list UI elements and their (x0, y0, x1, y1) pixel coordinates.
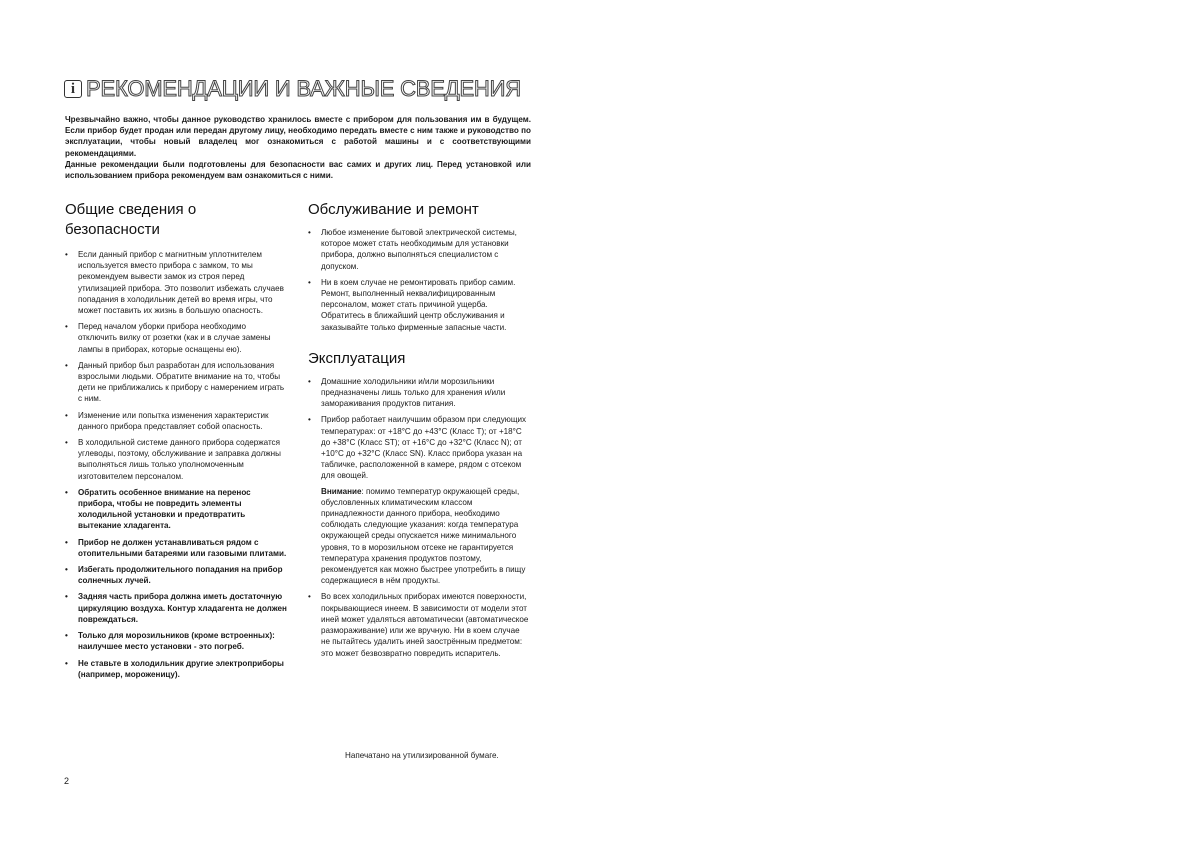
list-item-bold: • Задняя часть прибора должна иметь достаточную циркуляцию воздуха. Контур хладагента не должен повреждаться. (65, 591, 287, 625)
heading-usage: Эксплуатация (308, 349, 406, 367)
general-safety-list (65, 249, 287, 680)
list-item-bold: • Не ставьте в холодильник другие электроприборы (например, мороженицу). (65, 658, 287, 680)
page-title: РЕКОМЕНДАЦИИ И ВАЖНЫЕ СВЕДЕНИЯ (86, 76, 521, 101)
heading-general-safety: Общие сведения о безопасности (65, 201, 197, 238)
list-item: • Изменение или попытка изменения характеристик данного прибора представляет собой опасность. (65, 410, 287, 432)
attention-note (308, 486, 530, 587)
list-item: • Во всех холодильных приборах имеются поверхности, покрывающиеся инеем. В зависимости от модели этот иней может удаляться автоматически (автоматическое размораживание) или же вручную. Ни в коем случае не пытайтесь удалить иней заострённым предметом: это может безвозвратно повредить испаритель. (308, 591, 530, 658)
usage-list-continued (308, 591, 530, 658)
list-item-bold: • Обратить особенное внимание на перенос прибора, чтобы не повредить элементы холодильной установки и предотвратить вытекание хладагента. (65, 487, 287, 532)
list-item-bold: • Только для морозильников (кроме встроенных): наилучшее место установки - это погреб. (65, 630, 287, 652)
list-item: • В холодильной системе данного прибора содержатся углеводы, поэтому, обслуживание и заправка должны выполняться лишь только уполномоченным изготовителем персоналом. (65, 437, 287, 482)
service-list (308, 227, 530, 333)
intro-paragraph: Данные рекомендации были подготовлены для безопасности вас самих и других лиц. Перед установкой или использованием прибора рекомендуем вам ознакомиться с ними. (65, 159, 531, 181)
list-item: • Перед началом уборки прибора необходимо отключить вилку от розетки (как и в случае замены лампы в приборах, которые оснащены ею). (65, 321, 287, 355)
list-item: • Прибор работает наилучшим образом при следующих температурах: от +18°С до +43°С (Класс Т); от +18°С до +38°С (Класс ST); от +16°С до +32°С (Класс N); от +10°С до +32°С (Класс SN). Класс прибора указан на табличке, расположенной в камере, рядом с отсеком для овощей. (308, 414, 530, 481)
attention-text: : помимо температур окружающей среды, обусловленных климатическим классом принадлежности данного прибора, необходимо соблюдать следующие указания: когда температура окружающей среды опускается ниже минимального уровня, то в морозильном отсеке не гарантируется температура хранения продуктов поэтому, рекомендуется как можно быстрее употребить в пищу содержащиеся в нём продукты. (321, 486, 526, 586)
right-column (308, 200, 530, 664)
list-item: • Данный прибор был разработан для использования взрослыми людьми. Обратите внимание на то, чтобы дети не приближались к прибору с намерением играть с ним. (65, 360, 287, 405)
list-item: • Если данный прибор с магнитным уплотнителем используется вместо прибора с замком, то мы рекомендуем вывести замок из строя перед утилизацией прибора. Это позволит избежать случаев попадания в холодильник детей во время игры, что может поставить их жизнь в большую опасность. (65, 249, 287, 316)
usage-list (308, 376, 530, 482)
printed-note: Напечатано на утилизированной бумаге. (345, 751, 499, 760)
heading-service-repair: Обслуживание и ремонт (308, 201, 479, 218)
page-number: 2 (64, 776, 70, 786)
attention-label: Внимание (321, 486, 362, 496)
list-item: • Домашние холодильники и/или морозильники предназначены лишь только для хранения и/или замораживания продуктов питания. (308, 376, 530, 410)
list-item: • Любое изменение бытовой электрической системы, которое может стать необходимым для установки прибора, должно выполняться специалистом с допуском. (308, 227, 530, 272)
left-column (65, 200, 287, 685)
intro-text (65, 114, 531, 181)
list-item-bold: • Избегать продолжительного попадания на прибор солнечных лучей. (65, 564, 287, 586)
section-title-row (64, 76, 521, 102)
intro-paragraph: Чрезвычайно важно, чтобы данное руководство хранилось вместе с прибором для пользования им в будущем. Если прибор будет продан или передан другому лицу, необходимо передать вместе с ним также и руководство по эксплуатации, чтобы новый владелец мог ознакомиться с работой машины и с соответствующими рекомендациями. (65, 115, 531, 158)
info-icon: i (64, 80, 82, 98)
list-item-bold: • Прибор не должен устанавливаться рядом с отопительными батареями или газовыми плитами. (65, 537, 287, 559)
list-item: • Ни в коем случае не ремонтировать прибор самим. Ремонт, выполненный неквалифицированным персоналом, может стать причиной ущерба. Обратитесь в ближайший центр обслуживания и заказывайте только фирменные запасные части. (308, 277, 530, 333)
